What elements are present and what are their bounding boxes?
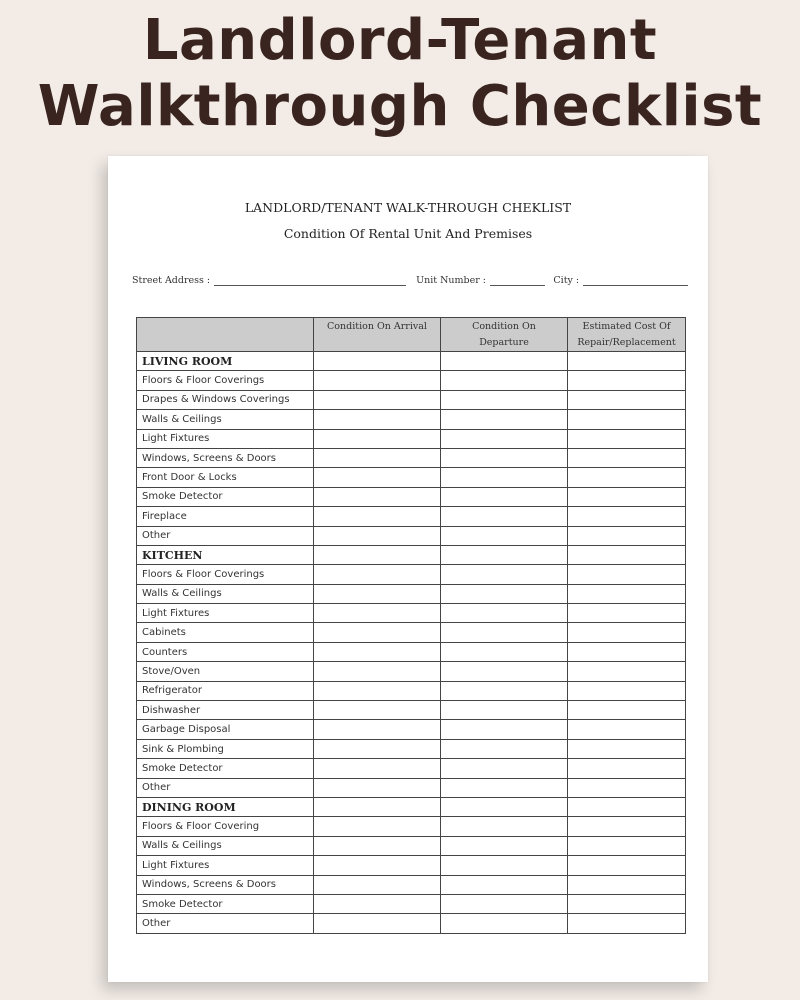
checklist-item-label: Garbage Disposal [137, 720, 314, 739]
table-row [137, 507, 686, 526]
cost-cell[interactable] [568, 565, 686, 584]
checklist-item-label: Refrigerator [137, 681, 314, 700]
checklist-item-label: Stove/Oven [137, 662, 314, 681]
checklist-table [136, 317, 686, 934]
arrival-cell[interactable] [314, 604, 441, 623]
cost-cell[interactable] [568, 797, 686, 816]
table-row [137, 701, 686, 720]
checklist-item-label: Other [137, 914, 314, 933]
cost-cell[interactable] [568, 778, 686, 797]
arrival-cell[interactable] [314, 797, 441, 816]
arrival-cell[interactable] [314, 565, 441, 584]
cost-cell[interactable] [568, 894, 686, 913]
checklist-item-label: Light Fixtures [137, 856, 314, 875]
arrival-cell[interactable] [314, 429, 441, 448]
unit-number-label: Unit Number : [416, 275, 486, 286]
banner-title [0, 8, 800, 140]
checklist-item-label: Other [137, 778, 314, 797]
cost-cell[interactable] [568, 623, 686, 642]
table-row [137, 410, 686, 429]
cost-cell[interactable] [568, 875, 686, 894]
arrival-cell[interactable] [314, 642, 441, 661]
checklist-item-label: Floors & Floor Coverings [137, 565, 314, 584]
departure-cell[interactable] [441, 894, 568, 913]
table-row [137, 662, 686, 681]
departure-cell[interactable] [441, 778, 568, 797]
checklist-item-label: Walls & Ceilings [137, 836, 314, 855]
header-item [137, 318, 314, 352]
departure-cell[interactable] [441, 914, 568, 933]
checklist-item-label: Drapes & Windows Coverings [137, 390, 314, 409]
departure-cell[interactable] [441, 448, 568, 467]
arrival-cell[interactable] [314, 662, 441, 681]
header-condition-arrival: Condition On Arrival [314, 318, 441, 352]
checklist-page [108, 156, 708, 982]
cost-cell[interactable] [568, 371, 686, 390]
arrival-cell[interactable] [314, 778, 441, 797]
arrival-cell[interactable] [314, 701, 441, 720]
street-address-field[interactable] [214, 275, 406, 286]
departure-cell[interactable] [441, 817, 568, 836]
arrival-cell[interactable] [314, 836, 441, 855]
table-row [137, 584, 686, 603]
banner-line-2: Walkthrough Checklist [37, 74, 763, 139]
checklist-item-label: Light Fixtures [137, 604, 314, 623]
departure-cell[interactable] [441, 681, 568, 700]
header-condition-departure: Condition On Departure [441, 318, 568, 352]
arrival-cell[interactable] [314, 894, 441, 913]
checklist-item-label: Cabinets [137, 623, 314, 642]
departure-cell[interactable] [441, 642, 568, 661]
city-field[interactable] [583, 275, 688, 286]
table-row [137, 526, 686, 545]
arrival-cell[interactable] [314, 410, 441, 429]
departure-cell[interactable] [441, 487, 568, 506]
departure-cell[interactable] [441, 875, 568, 894]
checklist-item-label: Sink & Plombing [137, 739, 314, 758]
street-address-label: Street Address : [132, 275, 211, 286]
checklist-item-label: Floors & Floor Coverings [137, 371, 314, 390]
table-row [137, 856, 686, 875]
arrival-cell[interactable] [314, 545, 441, 564]
cost-cell[interactable] [568, 429, 686, 448]
arrival-cell[interactable] [314, 817, 441, 836]
arrival-cell[interactable] [314, 507, 441, 526]
table-header-row [137, 318, 686, 352]
checklist-item-label: Smoke Detector [137, 894, 314, 913]
cost-cell[interactable] [568, 410, 686, 429]
cost-cell[interactable] [568, 720, 686, 739]
cost-cell[interactable] [568, 642, 686, 661]
departure-cell[interactable] [441, 604, 568, 623]
arrival-cell[interactable] [314, 739, 441, 758]
checklist-item-label: Walls & Ceilings [137, 584, 314, 603]
checklist-item-label: Dishwasher [137, 701, 314, 720]
arrival-cell[interactable] [314, 914, 441, 933]
cost-cell[interactable] [568, 526, 686, 545]
arrival-cell[interactable] [314, 623, 441, 642]
departure-cell[interactable] [441, 410, 568, 429]
table-row [137, 759, 686, 778]
checklist-item-label: Walls & Ceilings [137, 410, 314, 429]
arrival-cell[interactable] [314, 759, 441, 778]
banner-line-1: Landlord-Tenant [142, 8, 658, 73]
departure-cell[interactable] [441, 468, 568, 487]
table-row [137, 371, 686, 390]
cost-cell[interactable] [568, 604, 686, 623]
arrival-cell[interactable] [314, 390, 441, 409]
section-row [137, 545, 686, 564]
table-row [137, 894, 686, 913]
cost-cell[interactable] [568, 352, 686, 371]
cost-cell[interactable] [568, 487, 686, 506]
departure-cell[interactable] [441, 545, 568, 564]
departure-cell[interactable] [441, 352, 568, 371]
departure-cell[interactable] [441, 701, 568, 720]
checklist-item-label: Light Fixtures [137, 429, 314, 448]
departure-cell[interactable] [441, 623, 568, 642]
arrival-cell[interactable] [314, 371, 441, 390]
departure-cell[interactable] [441, 856, 568, 875]
section-row [137, 352, 686, 371]
table-row [137, 623, 686, 642]
cost-cell[interactable] [568, 817, 686, 836]
table-row [137, 390, 686, 409]
checklist-item-label: Other [137, 526, 314, 545]
departure-cell[interactable] [441, 759, 568, 778]
arrival-cell[interactable] [314, 875, 441, 894]
departure-cell[interactable] [441, 739, 568, 758]
table-row [137, 565, 686, 584]
departure-cell[interactable] [441, 565, 568, 584]
departure-cell[interactable] [441, 371, 568, 390]
departure-cell[interactable] [441, 390, 568, 409]
departure-cell[interactable] [441, 507, 568, 526]
section-heading: DINING ROOM [137, 797, 314, 816]
table-row [137, 642, 686, 661]
table-row [137, 778, 686, 797]
checklist-item-label: Smoke Detector [137, 487, 314, 506]
departure-cell[interactable] [441, 526, 568, 545]
cost-cell[interactable] [568, 584, 686, 603]
departure-cell[interactable] [441, 584, 568, 603]
arrival-cell[interactable] [314, 584, 441, 603]
departure-cell[interactable] [441, 429, 568, 448]
cost-cell[interactable] [568, 759, 686, 778]
checklist-item-label: Smoke Detector [137, 759, 314, 778]
table-row [137, 836, 686, 855]
arrival-cell[interactable] [314, 526, 441, 545]
cost-cell[interactable] [568, 701, 686, 720]
arrival-cell[interactable] [314, 468, 441, 487]
arrival-cell[interactable] [314, 448, 441, 467]
arrival-cell[interactable] [314, 856, 441, 875]
table-row [137, 681, 686, 700]
arrival-cell[interactable] [314, 681, 441, 700]
checklist-item-label: Windows, Screens & Doors [137, 875, 314, 894]
city-label: City : [553, 275, 580, 286]
arrival-cell[interactable] [314, 487, 441, 506]
arrival-cell[interactable] [314, 352, 441, 371]
section-row [137, 797, 686, 816]
table-row [137, 739, 686, 758]
checklist-item-label: Front Door & Locks [137, 468, 314, 487]
cost-cell[interactable] [568, 914, 686, 933]
cost-cell[interactable] [568, 390, 686, 409]
cost-cell[interactable] [568, 468, 686, 487]
departure-cell[interactable] [441, 662, 568, 681]
unit-number-field[interactable] [490, 275, 545, 286]
checklist-item-label: Counters [137, 642, 314, 661]
table-row [137, 487, 686, 506]
document-subtitle: Condition Of Rental Unit And Premises [283, 226, 533, 241]
departure-cell[interactable] [441, 720, 568, 739]
header-estimated-cost: Estimated Cost Of Repair/Replacement [568, 318, 686, 352]
cost-cell[interactable] [568, 545, 686, 564]
cost-cell[interactable] [568, 856, 686, 875]
cost-cell[interactable] [568, 836, 686, 855]
table-row [137, 914, 686, 933]
departure-cell[interactable] [441, 797, 568, 816]
table-row [137, 720, 686, 739]
address-fields [132, 275, 688, 286]
cost-cell[interactable] [568, 739, 686, 758]
document-title: LANDLORD/TENANT WALK-THROUGH CHEKLIST [244, 200, 572, 215]
table-row [137, 604, 686, 623]
arrival-cell[interactable] [314, 720, 441, 739]
cost-cell[interactable] [568, 507, 686, 526]
table-row [137, 429, 686, 448]
table-row [137, 468, 686, 487]
cost-cell[interactable] [568, 448, 686, 467]
table-row [137, 448, 686, 467]
checklist-item-label: Floors & Floor Covering [137, 817, 314, 836]
departure-cell[interactable] [441, 836, 568, 855]
checklist-item-label: Windows, Screens & Doors [137, 448, 314, 467]
cost-cell[interactable] [568, 681, 686, 700]
section-heading: LIVING ROOM [137, 352, 314, 371]
section-heading: KITCHEN [137, 545, 314, 564]
cost-cell[interactable] [568, 662, 686, 681]
table-row [137, 817, 686, 836]
checklist-item-label: Fireplace [137, 507, 314, 526]
table-row [137, 875, 686, 894]
